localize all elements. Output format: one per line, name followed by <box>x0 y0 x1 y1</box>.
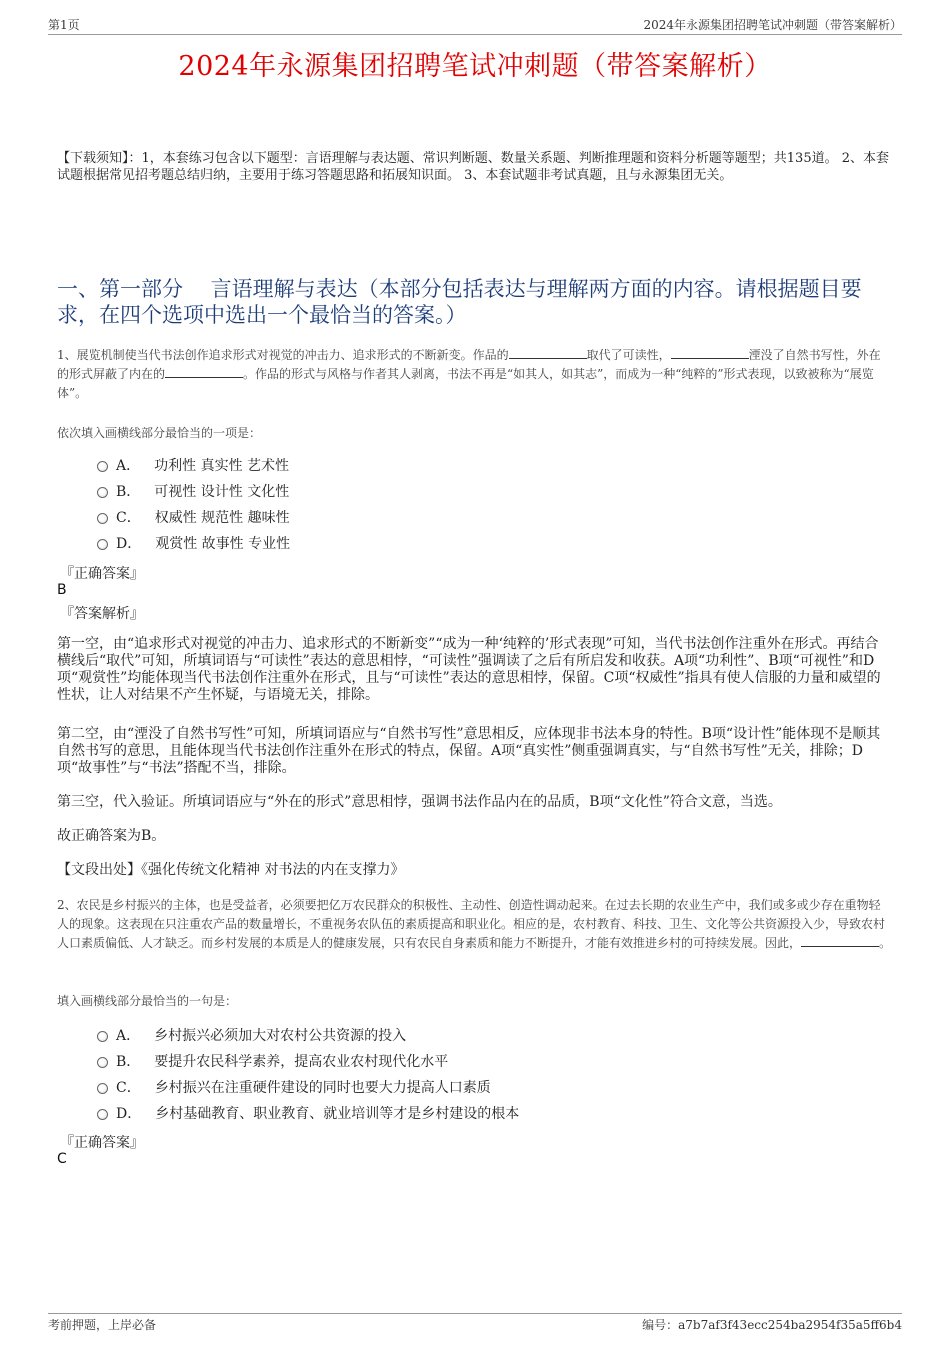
option-a[interactable]: A． 乡村振兴必须加大对农村公共资源的投入 <box>97 1022 519 1048</box>
document-id: 编号：a7b7af3f43ecc254ba2954f35a5ff6b4 <box>642 1318 902 1332</box>
analysis-label: 『答案解析』 <box>60 606 144 622</box>
radio-icon[interactable] <box>97 1057 108 1068</box>
option-b[interactable]: B． 可视性 设计性 文化性 <box>97 478 290 504</box>
fill-blank <box>671 348 749 359</box>
analysis-paragraph: 第一空，由“追求形式对视觉的冲击力、追求形式的不断新变”“成为一种‘纯粹的’形式表现”可知，当代书法创作注重外在形式。再结合横线后“取代”可知，所填词语与“可读性”表达的意思相悖，“可读性”强调读了之后有所启发和收获。A项“功利性”、B项“可视性”和D项“观赏性”均能体现当代书法创作注重外在形式，且与“可读性”表达的意思相悖，保留。C项“权威性”指具有使人信服的力量和威望的性状，让人对结果不产生怀疑，与语境无关，排除。 <box>57 636 881 703</box>
source-citation: 【文段出处】《强化传统文化精神 对书法的内在支撑力》 <box>57 862 405 878</box>
fill-blank <box>801 936 879 947</box>
radio-icon[interactable] <box>97 1083 108 1094</box>
download-notice: 【下载须知】：1，本套练习包含以下题型：言语理解与表达题、常识判断题、数量关系题、判断推理题和资料分析题等题型；共135道。 2、本套试题根据常见招考题总结归纳，主要用于练习答题思路和拓展知识面。 3、本套试题非考试真题，且与永源集团无关。 <box>57 151 889 183</box>
question-2-prompt: 填入画横线部分最恰当的一句是： <box>57 994 238 1008</box>
option-c[interactable]: C． 乡村振兴在注重硬件建设的同时也要大力提高人口素质 <box>97 1074 519 1100</box>
option-c[interactable]: C． 权威性 规范性 趣味性 <box>97 504 290 530</box>
analysis-paragraph: 第二空，由“湮没了自然书写性”可知，所填词语应与“自然书写性”意思相反，应体现非书法本身的特性。B项“设计性”能体现不是顺其自然书写的意思，且能体现当代书法创作注重外在形式的特点，保留。A项“真实性”侧重强调真实，与“自然书写性”无关，排除；D项“故事性”与“书法”搭配不当，排除。 <box>57 726 881 776</box>
radio-icon[interactable] <box>97 487 108 498</box>
question-2-options <box>97 1022 519 1126</box>
header-doc-title: 2024年永源集团招聘笔试冲刺题（带答案解析） <box>643 18 902 32</box>
radio-icon[interactable] <box>97 1109 108 1120</box>
page-number: 第1页 <box>48 18 80 32</box>
analysis-paragraph: 第三空，代入验证。所填词语应与“外在的形式”意思相悖，强调书法作品内在的品质，B项“文化性”符合文意，当选。 <box>57 794 782 810</box>
analysis-paragraph: 故正确答案为B。 <box>57 828 166 844</box>
question-1-stem: 1、展览机制使当代书法创作追求形式对视觉的冲击力、追求形式的不断新变。作品的 取代了可读性， 湮没了自然书写性，外在的形式屏蔽了内在的 。作品的形式与风格与作者其人剥离，书法不再是“如其人，如其志”，而成为一种“纯粹的”形式表现，以致被称为“展览体”。 <box>57 348 881 400</box>
fill-blank <box>165 367 243 378</box>
section-title: 一、第一部分 言语理解与表达（本部分包括表达与理解两方面的内容。请根据题目要求，在四个选项中选出一个最恰当的答案。） <box>57 277 862 327</box>
radio-icon[interactable] <box>97 513 108 524</box>
radio-icon[interactable] <box>97 1031 108 1042</box>
option-a[interactable]: A． 功利性 真实性 艺术性 <box>97 452 290 478</box>
answer-label: 『正确答案』 <box>60 566 144 582</box>
correct-answer: C <box>57 1151 67 1167</box>
correct-answer: B <box>57 582 67 598</box>
question-2-stem: 2、农民是乡村振兴的主体，也是受益者，必须要把亿万农民群众的积极性、主动性、创造性调动起来。在过去长期的农业生产中，我们或多或少存在重物轻人的现象。这表现在只注重农产品的数量增长，不重视务农队伍的素质提高和职业化。相应的是，农村教育、科技、卫生、文化等公共资源投入少，导致农村人口素质偏低、人才缺乏。而乡村发展的本质是人的健康发展，只有农民自身素质和能力不断提升，才能有效推进乡村的可持续发展。因此， 。 <box>57 898 892 950</box>
option-d[interactable]: D． 观赏性 故事性 专业性 <box>97 530 290 556</box>
page-title: 2024年永源集团招聘笔试冲刺题（带答案解析） <box>178 51 772 82</box>
footer-slogan: 考前押题，上岸必备 <box>48 1318 157 1332</box>
radio-icon[interactable] <box>97 461 108 472</box>
answer-label: 『正确答案』 <box>60 1135 144 1151</box>
option-d[interactable]: D． 乡村基础教育、职业教育、就业培训等才是乡村建设的根本 <box>97 1100 519 1126</box>
page-header <box>48 16 902 35</box>
question-1-prompt: 依次填入画横线部分最恰当的一项是： <box>57 426 262 440</box>
page-footer <box>48 1313 902 1332</box>
option-b[interactable]: B． 要提升农民科学素养，提高农业农村现代化水平 <box>97 1048 519 1074</box>
radio-icon[interactable] <box>97 539 108 550</box>
fill-blank <box>509 348 587 359</box>
question-1-options <box>97 452 290 556</box>
